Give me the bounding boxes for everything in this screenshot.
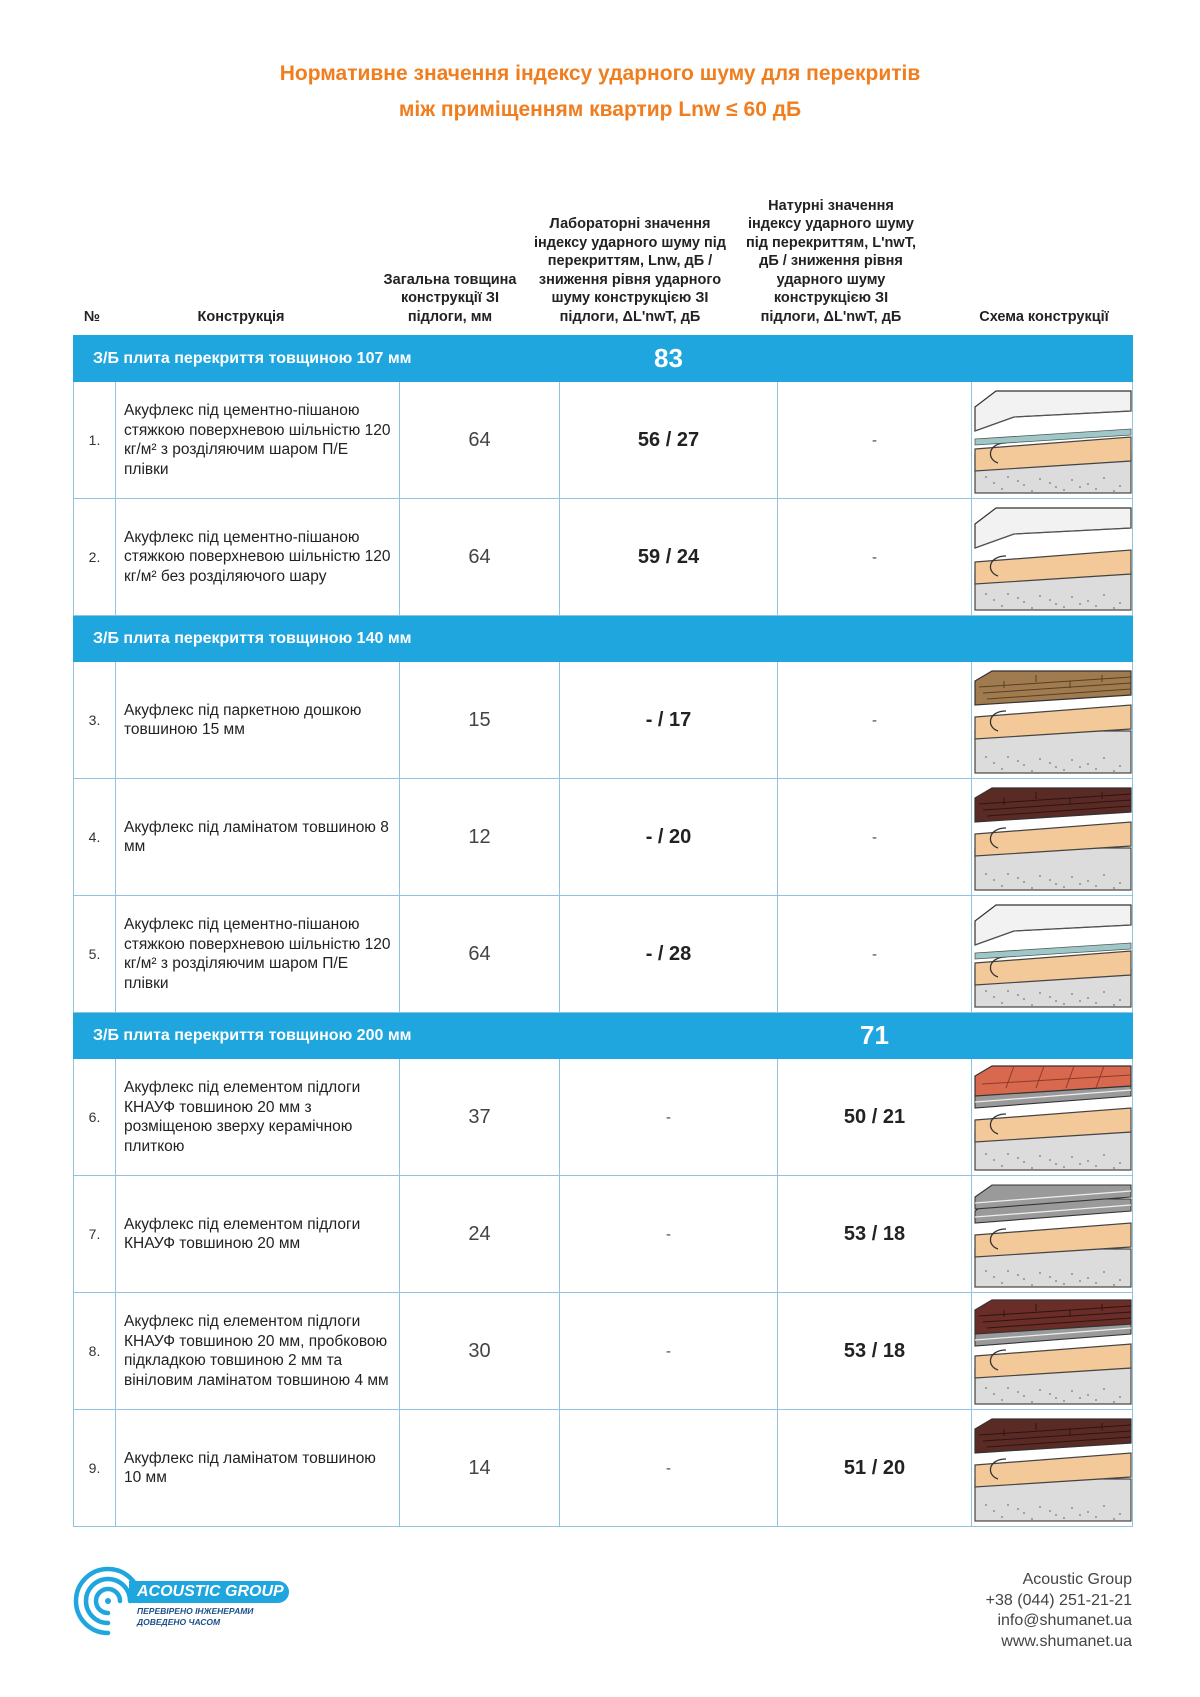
row-lab-value: - xyxy=(560,1059,778,1176)
row-field-value: - xyxy=(778,662,972,779)
row-lab-value: - / 17 xyxy=(560,662,778,779)
section-empty xyxy=(972,1013,1133,1059)
section-field-value: 71 xyxy=(778,1013,972,1059)
section-row xyxy=(74,616,1133,662)
page-title xyxy=(0,56,1200,128)
header-schema: Схема конструкції xyxy=(979,308,1109,325)
row-lab-value: - xyxy=(560,1176,778,1293)
row-construction: Акуфлекс під елементом підлоги КНАУФ товшиною 20 мм з розміщеною зверху керамічною плиткою xyxy=(116,1059,400,1176)
table-row xyxy=(74,1293,1133,1410)
row-construction: Акуфлекс під цементно-пішаною стяжкою поверхневою шільністю 120 кг/м² з розділяючим шаром П/Е плівки xyxy=(116,382,400,499)
logo-tagline-1: ПЕРЕВІРЕНО ІНЖЕНЕРАМИ xyxy=(137,1606,254,1616)
row-field-value: 50 / 21 xyxy=(778,1059,972,1176)
contact-website[interactable]: www.shumanet.ua xyxy=(1001,1632,1132,1650)
table-row xyxy=(74,1410,1133,1527)
row-thickness: 64 xyxy=(400,896,560,1013)
row-number: 1. xyxy=(74,382,116,499)
page-title-line2: між приміщенням квартир Lnw ≤ 60 дБ xyxy=(398,98,802,121)
row-thickness: 12 xyxy=(400,779,560,896)
section-lab-value: 83 xyxy=(560,336,778,382)
row-construction: Акуфлекс під елементом підлоги КНАУФ товшиною 20 мм xyxy=(116,1176,400,1293)
row-thickness: 15 xyxy=(400,662,560,779)
row-number: 2. xyxy=(74,499,116,616)
screed-film-icon xyxy=(974,385,1132,495)
table-row xyxy=(74,779,1133,896)
parquet-icon xyxy=(974,665,1132,775)
row-construction: Акуфлекс під паркетною дошкою товшиною 15 мм xyxy=(116,662,400,779)
logo xyxy=(73,1565,293,1637)
section-row xyxy=(74,336,1133,382)
contact-company: Acoustic Group xyxy=(1022,1571,1132,1588)
contact-email[interactable]: info@shumanet.ua xyxy=(997,1612,1132,1629)
section-label: З/Б плита перекриття товщиною 200 мм xyxy=(74,1013,560,1059)
row-thickness: 37 xyxy=(400,1059,560,1176)
contact-phone: +38 (044) 251-21-21 xyxy=(985,1591,1132,1609)
row-lab-value: - / 20 xyxy=(560,779,778,896)
section-empty xyxy=(972,616,1133,662)
page-title-line1: Нормативне значення індексу ударного шуму для перекритів xyxy=(279,62,921,85)
table-row xyxy=(74,1176,1133,1293)
row-construction: Акуфлекс під цементно-пішаною стяжкою поверхневою шільністю 120 кг/м² з розділяючим шаром П/Е плівки xyxy=(116,896,400,1013)
row-number: 4. xyxy=(74,779,116,896)
row-lab-value: - / 28 xyxy=(560,896,778,1013)
table-row xyxy=(74,499,1133,616)
row-construction: Акуфлекс під ламінатом товшиною 10 мм xyxy=(116,1410,400,1527)
row-number: 5. xyxy=(74,896,116,1013)
header-thickness: Загальна товщина конструкції ЗІ підлоги, мм xyxy=(383,271,517,325)
contacts xyxy=(986,1570,1132,1652)
header-num: № xyxy=(83,308,101,325)
table-row xyxy=(74,896,1133,1013)
row-field-value: 51 / 20 xyxy=(778,1410,972,1527)
section-field-value xyxy=(778,616,972,662)
row-construction: Акуфлекс під цементно-пішаною стяжкою поверхневою шільністю 120 кг/м² без розділяючого шару xyxy=(116,499,400,616)
row-schema xyxy=(972,662,1133,779)
row-thickness: 64 xyxy=(400,499,560,616)
section-field-value xyxy=(778,336,972,382)
laminate-icon xyxy=(974,782,1132,892)
table-header xyxy=(73,160,1132,330)
knauf-tile-icon xyxy=(974,1062,1132,1172)
row-schema xyxy=(972,1293,1133,1410)
table-row xyxy=(74,382,1133,499)
section-lab-value xyxy=(560,1013,778,1059)
screed-film-icon xyxy=(974,899,1132,1009)
row-thickness: 64 xyxy=(400,382,560,499)
section-row xyxy=(74,1013,1133,1059)
row-lab-value: - xyxy=(560,1293,778,1410)
row-number: 7. xyxy=(74,1176,116,1293)
row-field-value: - xyxy=(778,779,972,896)
row-schema xyxy=(972,896,1133,1013)
row-construction: Акуфлекс під ламінатом товшиною 8 мм xyxy=(116,779,400,896)
header-construction: Конструкція xyxy=(197,308,285,325)
logo-tagline-2: ДОВЕДЕНО ЧАСОМ xyxy=(137,1617,221,1627)
row-construction: Акуфлекс під елементом підлоги КНАУФ товшиною 20 мм, пробковою підкладкою товшиною 2 мм та вініловим ламінатом товшиною 4 мм xyxy=(116,1293,400,1410)
section-lab-value xyxy=(560,616,778,662)
data-table xyxy=(73,335,1133,1527)
row-field-value: - xyxy=(778,896,972,1013)
row-number: 3. xyxy=(74,662,116,779)
header-lab: Лабораторні значення індексу ударного шуму під перекриттям, Lnw, дБ / зниження рівня ударного шуму конструкцією ЗІ підлоги, ΔL'nwT, дБ xyxy=(533,216,727,325)
section-empty xyxy=(972,336,1133,382)
row-field-value: 53 / 18 xyxy=(778,1293,972,1410)
screed-icon xyxy=(974,502,1132,612)
row-field-value: 53 / 18 xyxy=(778,1176,972,1293)
knauf-vinyl-icon xyxy=(974,1296,1132,1406)
row-thickness: 30 xyxy=(400,1293,560,1410)
row-lab-value: 56 / 27 xyxy=(560,382,778,499)
row-schema xyxy=(972,1176,1133,1293)
laminate-icon xyxy=(974,1413,1132,1523)
row-number: 8. xyxy=(74,1293,116,1410)
row-number: 6. xyxy=(74,1059,116,1176)
knauf-icon xyxy=(974,1179,1132,1289)
logo-brand: ACOUSTIC GROUP xyxy=(129,1581,289,1603)
row-field-value: - xyxy=(778,382,972,499)
row-number: 9. xyxy=(74,1410,116,1527)
row-schema xyxy=(972,1410,1133,1527)
header-field: Натурні значення індексу ударного шуму під перекриттям, L'nwT, дБ / зниження рівня ударного шуму конструкцією ЗІ підлоги, ΔL'nwT, дБ xyxy=(746,197,916,325)
row-thickness: 24 xyxy=(400,1176,560,1293)
row-lab-value: 59 / 24 xyxy=(560,499,778,616)
table-row xyxy=(74,1059,1133,1176)
section-label: З/Б плита перекриття товщиною 140 мм xyxy=(74,616,560,662)
row-lab-value: - xyxy=(560,1410,778,1527)
row-schema xyxy=(972,779,1133,896)
row-schema xyxy=(972,1059,1133,1176)
section-label: З/Б плита перекриття товщиною 107 мм xyxy=(74,336,560,382)
row-field-value: - xyxy=(778,499,972,616)
table-row xyxy=(74,662,1133,779)
row-thickness: 14 xyxy=(400,1410,560,1527)
row-schema xyxy=(972,382,1133,499)
row-schema xyxy=(972,499,1133,616)
